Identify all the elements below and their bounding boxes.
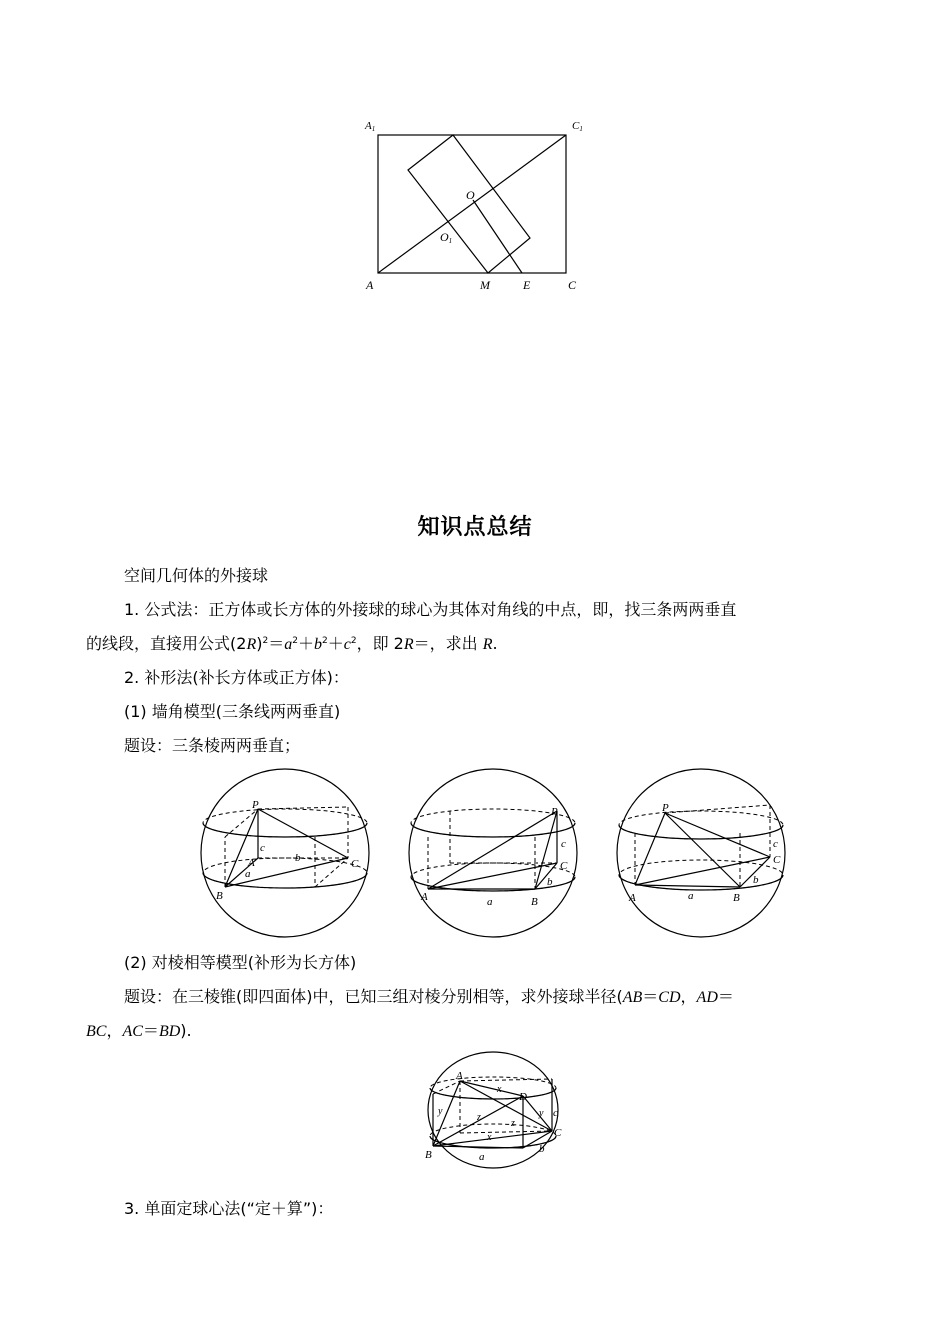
paragraph-4: 题设：三条棱两两垂直； [124,736,301,755]
svg-text:P: P [551,806,558,818]
inner-rectangle [408,135,530,273]
wall-corner-spheres-figure [195,765,795,943]
sphere-3 [617,769,785,937]
svg-text:z: z [477,1112,481,1123]
svg-text:B: B [216,890,223,902]
section-title: 知识点总结 [417,514,533,540]
paragraph-6-line-2: BC，AC＝BD). [86,1021,192,1040]
sphere-2 [409,769,577,937]
paragraph-5: (2) 对棱相等模型(补形为长方体) [124,953,357,972]
sphere-1 [201,769,369,937]
label-c: C [568,278,577,292]
svg-text:B: B [425,1149,432,1161]
svg-text:x: x [487,1132,492,1143]
svg-text:a: a [487,896,493,908]
rectangle-geometry-figure [360,112,590,297]
svg-text:C: C [351,858,359,870]
svg-text:A: A [248,857,255,869]
svg-text:C: C [554,1127,562,1139]
svg-text:b: b [295,852,301,864]
svg-text:C: C [773,854,781,866]
svg-text:B: B [733,892,740,904]
label-m: M [480,278,490,292]
svg-text:y: y [438,1106,443,1117]
svg-text:a: a [479,1151,485,1163]
svg-text:x: x [497,1084,502,1095]
svg-text:a: a [688,890,694,902]
svg-text:y: y [539,1108,544,1119]
label-o: O [466,188,475,202]
svg-text:P: P [662,802,669,814]
paragraph-3: (1) 墙角模型(三条线两两垂直) [124,702,341,721]
svg-text:b: b [753,874,759,886]
svg-text:b: b [539,1143,545,1155]
label-e: E [523,278,531,292]
svg-text:P: P [252,799,259,811]
svg-text:c: c [260,842,265,854]
svg-text:c: c [561,838,566,850]
svg-text:C: C [560,860,568,872]
paragraph-1-line-1: 1. 公式法：正方体或长方体的外接球的球心为其体对角线的中点，即，找三条两两垂直 [124,600,737,619]
svg-text:z: z [511,1118,515,1129]
svg-text:c: c [773,838,778,850]
svg-text:A: A [456,1070,463,1082]
label-c1: C1 [572,120,583,133]
paragraph-1-line-2: 的线段，直接用公式$(2R)^2=a^2+b^2+c^2$，即 2R＝，求出 R. [86,634,498,653]
svg-text:A: A [629,892,636,904]
paragraph-6-line-1: 题设：在三棱锥(即四面体)中，已知三组对棱分别相等，求外接球半径(AB＝CD，AD＝ [124,987,734,1006]
svg-text:b: b [547,876,553,888]
subheading: 空间几何体的外接球 [124,566,269,585]
svg-text:D: D [519,1091,527,1103]
label-a: A [366,278,374,292]
paragraph-7: 3. 单面定球心法(“定＋算”)： [124,1199,334,1218]
label-o1: O1 [440,230,453,245]
opposite-edges-sphere-figure [415,1048,575,1170]
svg-text:a: a [245,868,251,880]
paragraph-2: 2. 补形法(补长方体或正方体)： [124,668,349,687]
label-a1: A1 [365,120,376,133]
segment-oe [473,200,522,273]
svg-text:A: A [421,891,428,903]
svg-text:B: B [531,896,538,908]
svg-text:c: c [553,1107,558,1119]
